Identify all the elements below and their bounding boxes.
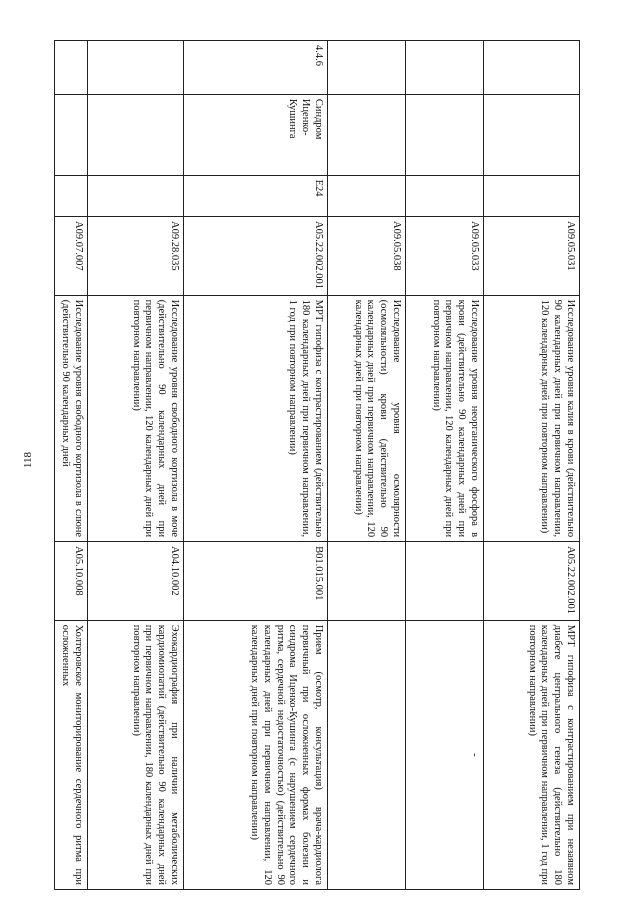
cell-service-desc: Исследование уровня свободного кортизола в моче (действительно 90 календарных дней при первичном направлении, 120 календарных дней при повторном направлении) [88, 295, 184, 541]
cell-service-code: A09.05.033 [406, 216, 484, 295]
cell-icd-code: E24 [184, 175, 328, 216]
cell-extra-code: A05.22.002.001 [484, 542, 580, 621]
rotated-page [60, 40, 580, 890]
cell-extra-desc [328, 620, 406, 889]
table-row [406, 41, 484, 890]
cell-number [484, 41, 580, 95]
cell-service-desc: Исследование уровня калия в крови (действительно 90 календарных дней при первичном направлении, 120 календарных дней при повторном направлении) [484, 295, 580, 541]
cell-service-desc: МРТ гипофиза с контрастированием (действительно 180 календарных дней при первичном направлении, 1 год при повторном направлении) [184, 295, 328, 541]
cell-extra-desc: МРТ гипофиза с контрастированием при незаявном диабете центрального генеза (действительно 180 календарных дней при первичном направлении, 1 год при повторном направлении) [484, 620, 580, 889]
table-row [88, 41, 184, 890]
cell-service-code: A05.22.002.001 [184, 216, 328, 295]
cell-extra-desc: Эхокардиография при наличии метаболических кардиомиопатий (действительно 90 календарных дней при первичном направлении, 180 календарных дней при повторном направлении) [88, 620, 184, 889]
table-row [184, 41, 328, 890]
cell-icd-code [88, 175, 184, 216]
cell-diagnosis [406, 94, 484, 175]
cell-extra-code [328, 542, 406, 621]
cell-extra-code: A04.10.002 [88, 542, 184, 621]
cell-diagnosis [88, 94, 184, 175]
cell-number [328, 41, 406, 95]
cell-service-code: A09.28.035 [88, 216, 184, 295]
cell-extra-code: B01.015.001 [184, 542, 328, 621]
cell-diagnosis [55, 94, 88, 175]
cell-service-code: A09.05.031 [484, 216, 580, 295]
table-row [55, 41, 88, 890]
cell-diagnosis: Синдром Иценко-Кушинга [184, 94, 328, 175]
cell-number: 4.4.6 [184, 41, 328, 95]
page-number: 118 [22, 452, 34, 469]
cell-extra-desc: - [406, 620, 484, 889]
cell-icd-code [484, 175, 580, 216]
cell-diagnosis [328, 94, 406, 175]
cell-service-desc: Исследование уровня осмолярности (осмоляльности) крови (действительно 90 календарных дней при первичном направлении, 120 календарных дней при повторном направлении) [328, 295, 406, 541]
cell-service-desc: Исследование уровня свободного кортизола в слюне (действительно 90 календарных дней [55, 295, 88, 541]
cell-extra-desc: Прием (осмотр, консультация) врача-кардиолога первичный при осложненных формах болезни и синдрома Иценко-Кушинга (с нарушением сердечного ритма, сердечной недостаточностью) (действительно 90 календарных дней при первичном направлении, 120 календарных дней при повторном направлении) [184, 620, 328, 889]
cell-icd-code [328, 175, 406, 216]
cell-diagnosis [484, 94, 580, 175]
cell-extra-code [406, 542, 484, 621]
cell-icd-code [55, 175, 88, 216]
cell-service-desc: Исследование уровня неорганического фосфора в крови (действительно 90 календарных дней при первичном направлении, 120 календарных дней при повторном направлении) [406, 295, 484, 541]
cell-extra-code: A05.10.008 [55, 542, 88, 621]
cell-service-code: A09.05.038 [328, 216, 406, 295]
cell-number [88, 41, 184, 95]
cell-extra-desc: Холтеровское мониторирование сердечного ритма при осложненных [55, 620, 88, 889]
cell-icd-code [406, 175, 484, 216]
table-row [484, 41, 580, 890]
cell-service-code: A09.07.007 [55, 216, 88, 295]
referral-table [54, 40, 580, 890]
cell-number [406, 41, 484, 95]
cell-number [55, 41, 88, 95]
table-row [328, 41, 406, 890]
